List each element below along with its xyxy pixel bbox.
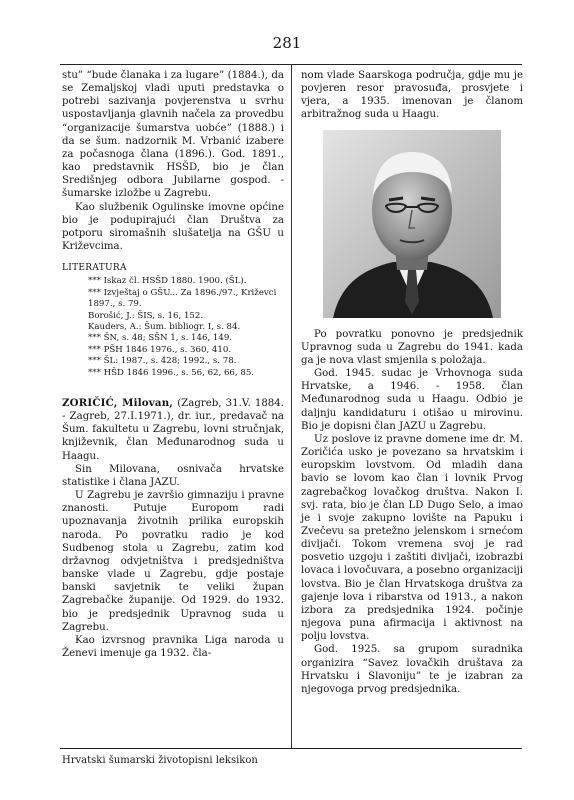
literature-item: *** Iskaz čl. HSŠD 1880. 1900. (ŠL). <box>88 276 247 287</box>
literature-list <box>62 276 284 379</box>
entry-heading-paragraph <box>62 397 284 463</box>
literature-item: Borošić, J.: ŠIS, s. 16, 152. <box>88 310 204 321</box>
bottom-rule <box>60 748 522 749</box>
paragraph: Po povratku ponovno je predsjednik Upravnog suda u Zagrebu do 1941. kada ga je nova vlast smjenila s položaja. <box>301 328 523 366</box>
literature-item: Kauders, A.: Šum. bibliogr. I, s. 84. <box>88 321 241 332</box>
entry-name: ZORIČIĆ, Milovan, <box>62 397 174 409</box>
paragraph: Kao izvrsnog pravnika Liga naroda u Ženevi imenuje ga 1932. čla- <box>62 634 284 659</box>
paragraph: Uz poslove iz pravne domene ime dr. M. Zoričića usko je povezano sa hrvatskim i europskim lovstvom. Od mladih dana bavio se lovom kao član i lovnik Prvog zagrebačkog lovačkog društva. Nakon I. svj. rata, bio je član LD Dugo Selo, a imao je i svoje zakupno lovište na Papuku i Zvečevu sa pretežno jelenskom i srnećom divljači. Tokom vremena svoj je rad posvetio uzgoju i zaštiti divljači, izobrazbi lovaca i lovočuvara, a posebno organizaciji lovstva. Bio je član Hrvatskoga društva za gajenje lova i ribarstva od 1913., a nakon izbora za predsjednika 1924. počinje njegova puna afirmacija i aktivnost na polju lovstva. <box>301 433 523 643</box>
page-number: 281 <box>272 34 302 52</box>
literature-item: *** PŠH 1846 1976., s. 360, 410. <box>88 344 232 355</box>
literature-heading: LITERATURA <box>62 263 127 274</box>
right-column <box>301 69 523 696</box>
paragraph: Sin Milovana, osnivača hrvatske statistike i člana JAZU. <box>62 463 284 488</box>
paragraph: God. 1925. sa grupom suradnika organizira “Savez lovačkih društava za Hrvatsku i Slavoniju” te je izabran za njegovoga prvog predsjednika. <box>301 644 523 695</box>
paragraph: God. 1945. sudac je Vrhovnoga suda Hrvatske, a 1946. - 1958. član Međunarodnog suda u Haagu. Odbio je daljnju kandidaturu i otišao u mirovinu. Bio je dopisni član JAZU u Zagrebu. <box>301 368 523 432</box>
literature-item: *** Izvještaj o GŠU... Za 1896./97., Križevci 1897., s. 79. <box>88 287 277 310</box>
column-divider <box>291 64 292 748</box>
literature-item: *** ŠN, s. 48; SŠN 1, s. 146, 149. <box>88 333 233 344</box>
continued-paragraph: stu” “bude članaka i za lugare” (1884.), da se Zemaljskoj vladi uputi predstavka o potrebi sazivanja povjerenstva u svrhu uspostavljanja glavnih načela za provedbu “organizacije šumarstva uobće” (1888.) i da se šum. nadzornik M. Vrbanić izabere za počasnoga člana (1896.). God. 1891., kao predstavnik HSŠD, bio je član Središnjeg odbora Jubilarne gospod. - šumarske izložbe u Zagrebu. <box>62 70 284 200</box>
left-column <box>62 69 284 660</box>
continued-paragraph: nom vlade Saarskoga područja, gdje mu je povjeren resor pravosuđa, prosvjete i vjera, a 1935. imenovan je članom arbitražnog suda u Haagu. <box>301 70 523 121</box>
footer-title: Hrvatski šumarski životopisni leksikon <box>62 755 258 766</box>
literature-item: *** HŠD 1846 1996., s. 56, 62, 66, 85. <box>88 367 255 378</box>
paragraph: U Zagrebu je završio gimnaziju i pravne znanosti. Putuje Europom radi upoznavanja životnih prilika europskih naroda. Po povratku radio je kod Sudbenog stola u Zagrebu, zatim kod državnog odvjetništva i predsjedništva banske vlade u Zagrebu, gdje postaje banski savjetnik te veliki župan Zagrebačke županije. Od 1929. do 1932. bio je predsjednik Upravnog suda u Zagrebu. <box>62 490 284 633</box>
literature-item: *** ŠL: 1987., s. 428; 1992., s. 78. <box>88 356 237 367</box>
portrait-photo <box>323 130 501 318</box>
entry-summary: (Zagreb, 31.V. 1884. - Zagreb, 27.I.1971.), dr. iur., predavač na Šum. fakultetu u Zagrebu, lovni stručnjak, književnik, član Međunarodnog suda u Haagu. <box>62 398 285 462</box>
paragraph: Kao službenik Ogulinske imovne općine bio je podupirajući član Društva za potporu siromašnih slušatelja na GŠU u Križevcima. <box>62 201 284 253</box>
